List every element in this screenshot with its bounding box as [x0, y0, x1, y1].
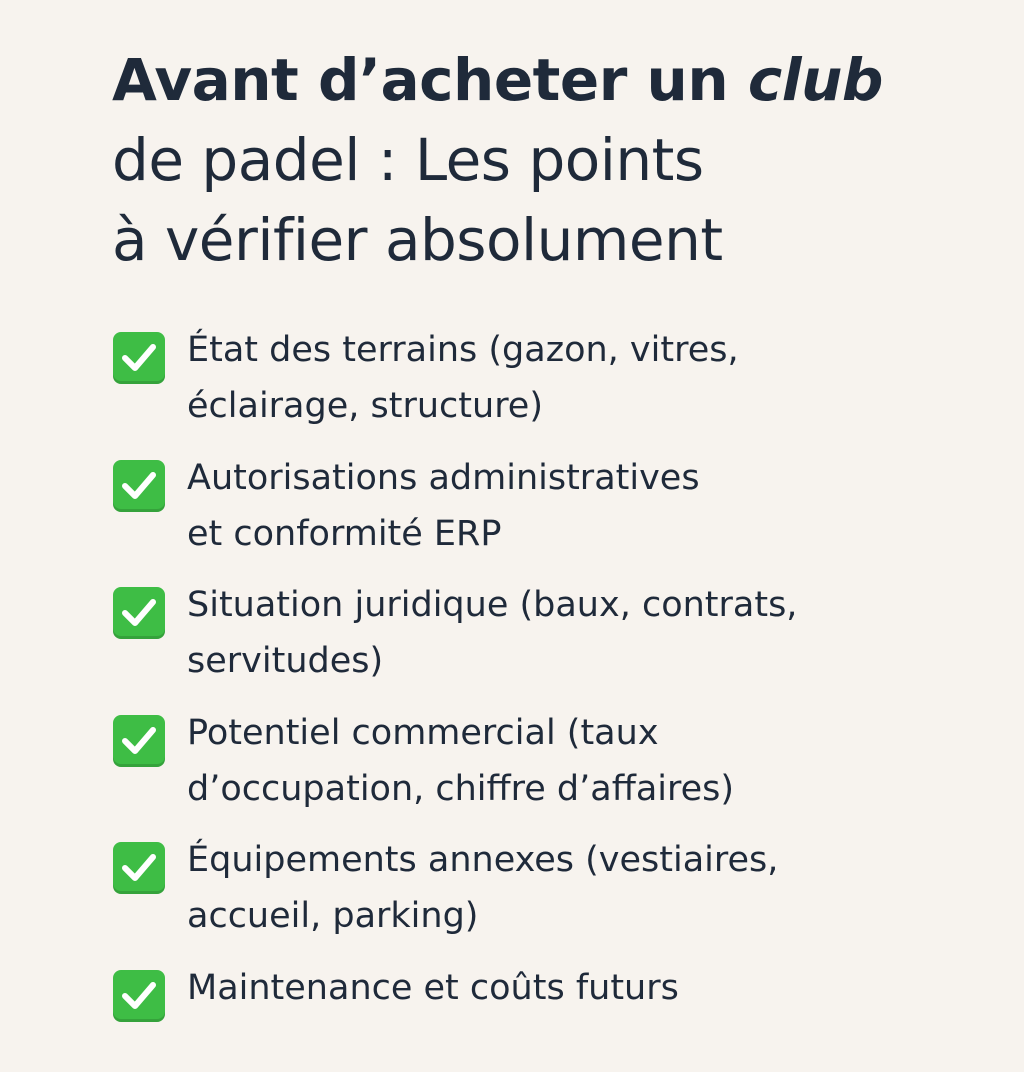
verification-checklist	[113, 322, 993, 1072]
checklist-item-text	[187, 450, 967, 562]
checklist-item-line: servitudes)	[187, 641, 384, 682]
check-mark-icon	[122, 852, 156, 884]
checklist-item-line: accueil, parking)	[187, 896, 479, 937]
checklist-item-text	[187, 322, 967, 434]
check-mark-icon	[122, 597, 156, 629]
check-mark-box-icon	[113, 970, 165, 1022]
check-mark-box-icon	[113, 332, 165, 384]
checklist-item-line: Potentiel commercial (taux	[187, 712, 659, 753]
check-mark-icon	[122, 470, 156, 502]
check-mark-icon	[122, 725, 156, 757]
checklist-item-equipements	[113, 832, 993, 944]
check-mark-box-icon	[113, 460, 165, 512]
checklist-item-line: d’occupation, chiffre d’affaires)	[187, 768, 735, 809]
checklist-item-line: Maintenance et coûts futurs	[187, 967, 679, 1008]
title-line-1	[112, 40, 992, 120]
check-mark-box-icon	[113, 715, 165, 767]
check-mark-box-icon	[113, 587, 165, 639]
checklist-item-terrains	[113, 322, 993, 434]
checklist-item-autorisations	[113, 450, 993, 562]
checklist-item-text	[187, 705, 967, 817]
check-mark-icon	[122, 980, 156, 1012]
checklist-item-line: éclairage, structure)	[187, 386, 543, 426]
checklist-item-text	[187, 960, 967, 1016]
checklist-item-commercial	[113, 705, 993, 817]
title-line-2: de padel : Les points	[112, 126, 704, 194]
checklist-item-line: et conformité ERP	[187, 513, 502, 554]
checklist-item-line: Autorisations administratives	[187, 457, 700, 498]
checklist-item-line: Équipements annexes (vestiaires,	[187, 840, 779, 881]
checklist-item-juridique	[113, 577, 993, 689]
title-prefix: Avant d’acheter un	[112, 46, 748, 114]
page-title	[112, 40, 992, 280]
check-mark-icon	[122, 342, 156, 374]
checklist-item-line: État des terrains (gazon, vitres,	[187, 330, 739, 370]
check-mark-box-icon	[113, 842, 165, 894]
checklist-item-maintenance	[113, 960, 993, 1072]
title-emphasis: club	[747, 46, 883, 114]
checklist-item-line: Situation juridique (baux, contrats,	[187, 585, 798, 626]
checklist-item-text	[187, 832, 967, 944]
title-line-3: à vérifier absolument	[112, 206, 723, 274]
checklist-item-text	[187, 577, 967, 689]
